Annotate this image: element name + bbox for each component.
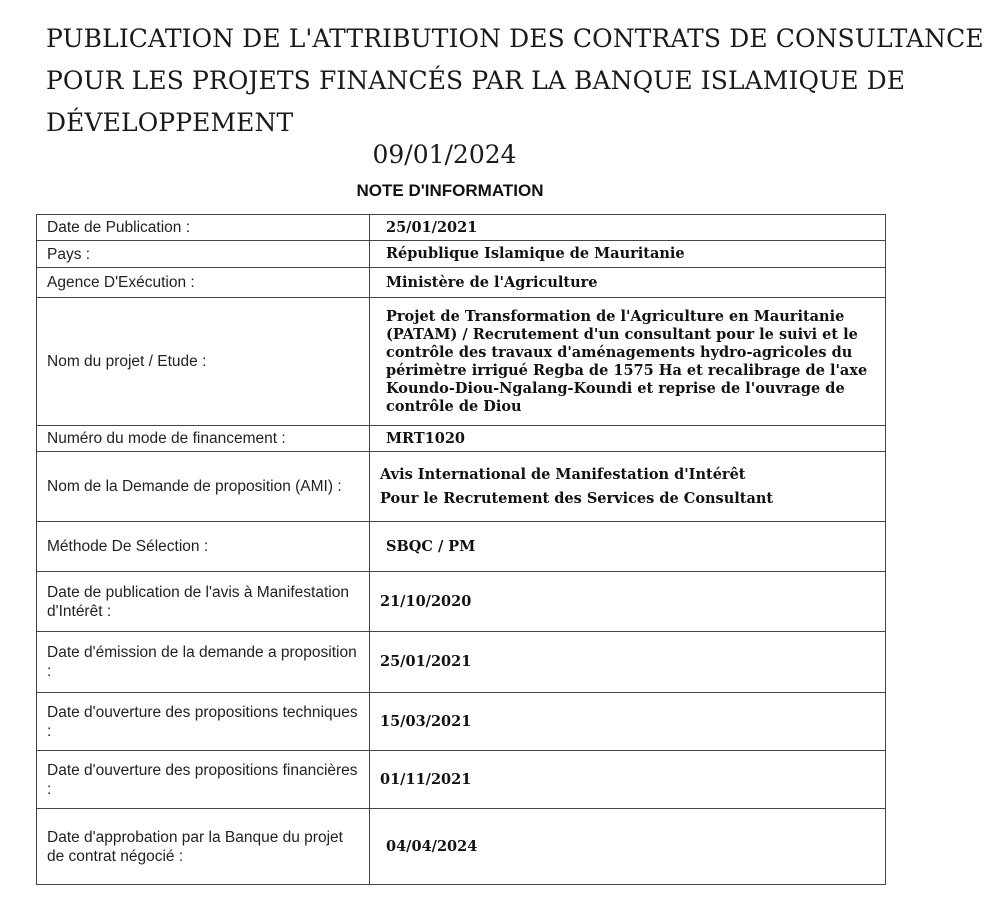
row-value: 21/10/2020	[370, 572, 886, 632]
table-row	[37, 693, 886, 751]
table-row	[37, 751, 886, 809]
row-value-line-1: Avis International de Manifestation d'Intérêt	[380, 465, 746, 483]
note-heading: NOTE D'INFORMATION	[356, 181, 544, 200]
row-label: Pays :	[37, 241, 370, 268]
title-line-1: PUBLICATION DE L'ATTRIBUTION DES CONTRATS DE CONSULTANCE	[46, 24, 984, 53]
document-date: 09/01/2024	[372, 140, 517, 169]
information-table	[36, 214, 886, 885]
row-label: Agence D'Exécution :	[37, 268, 370, 298]
row-label: Date d'ouverture des propositions financières :	[37, 751, 370, 809]
row-label: Nom du projet / Etude :	[37, 298, 370, 426]
row-value: 01/11/2021	[370, 751, 886, 809]
row-label: Numéro du mode de financement :	[37, 426, 370, 452]
table-row	[37, 522, 886, 572]
row-value-line-2: Pour le Recrutement des Services de Consultant	[380, 489, 774, 507]
row-value: Projet de Transformation de l'Agriculture en Mauritanie (PATAM) / Recrutement d'un consultant pour le suivi et le contrôle des travaux d'aménagements hydro-agricoles du périmètre irrigué Regba de 1575 Ha et recalibrage de l'axe Koundo-Diou-Ngalang-Koundi et reprise de l'ouvrage de contrôle de Diou	[370, 298, 886, 426]
row-label: Date de Publication :	[37, 215, 370, 241]
document-title	[46, 18, 984, 144]
table-row	[37, 632, 886, 693]
row-label: Date de publication de l'avis à Manifestation d'Intérêt :	[37, 572, 370, 632]
row-value: 25/01/2021	[370, 632, 886, 693]
table-row	[37, 809, 886, 885]
row-value: République Islamique de Mauritanie	[370, 241, 886, 268]
row-value: 04/04/2024	[370, 809, 886, 885]
table-row	[37, 426, 886, 452]
table-row	[37, 298, 886, 426]
table-row	[37, 241, 886, 268]
title-line-2: POUR LES PROJETS FINANCÉS PAR LA BANQUE ISLAMIQUE DE	[46, 66, 906, 95]
row-value: SBQC / PM	[370, 522, 886, 572]
table-row	[37, 215, 886, 241]
row-label: Date d'émission de la demande a proposition :	[37, 632, 370, 693]
table-row	[37, 268, 886, 298]
row-value: 15/03/2021	[370, 693, 886, 751]
row-value: 25/01/2021	[370, 215, 886, 241]
row-value: MRT1020	[370, 426, 886, 452]
row-value: Ministère de l'Agriculture	[370, 268, 886, 298]
row-label: Date d'ouverture des propositions techniques :	[37, 693, 370, 751]
row-value	[370, 452, 886, 522]
table-row	[37, 452, 886, 522]
title-line-3: DÉVELOPPEMENT	[46, 108, 294, 137]
row-label: Nom de la Demande de proposition (AMI) :	[37, 452, 370, 522]
table-row	[37, 572, 886, 632]
row-label: Méthode De Sélection :	[37, 522, 370, 572]
row-label: Date d'approbation par la Banque du projet de contrat négocié :	[37, 809, 370, 885]
